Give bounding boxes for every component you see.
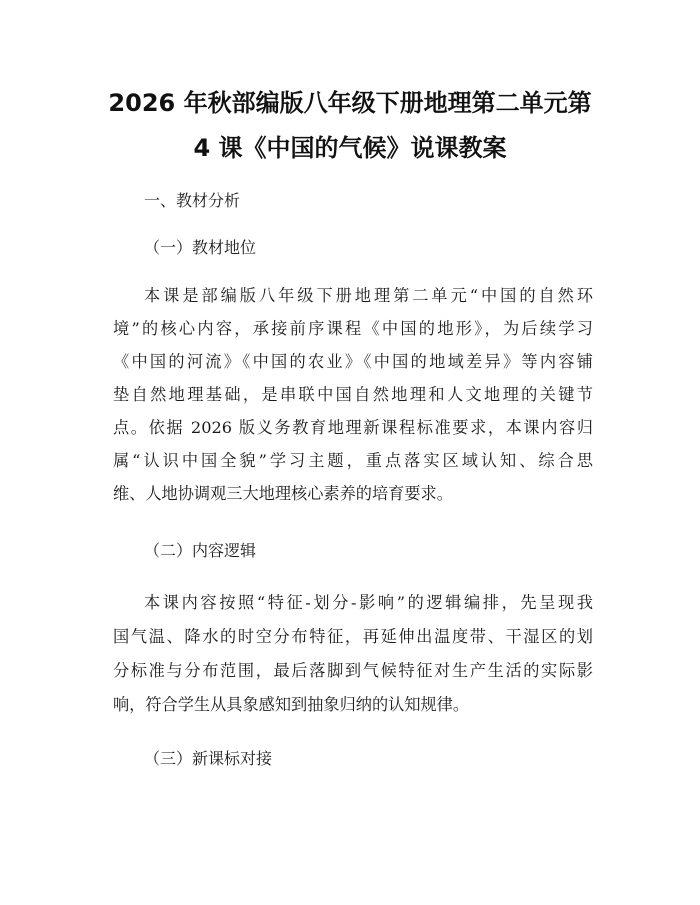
subsection-heading-textbook-status: （一）教材地位 [144, 238, 257, 257]
paragraph-line: 本课是部编版八年级下册地理第二单元“中国的自然环 [144, 286, 593, 305]
paragraph-line: 维、人地协调观三大地理核心素养的培育要求。 [113, 484, 453, 503]
document-title-line-1: 2026 年秋部编版八年级下册地理第二单元第 [108, 89, 592, 117]
subsection-heading-content-logic: （二）内容逻辑 [144, 541, 257, 560]
paragraph-line: 境”的核心内容，承接前序课程《中国的地形》，为后续学习 [113, 319, 593, 338]
paragraph-line: 国气温、降水的时空分布特征，再延伸出温度带、干湿区的划 [113, 627, 593, 646]
document-title-line-2: 4 课《中国的气候》说课教案 [193, 134, 507, 162]
paragraph-line: 《中国的河流》《中国的农业》《中国的地域差异》等内容铺 [113, 352, 593, 371]
paragraph-line: 属“认识中国全貌”学习主题，重点落实区域认知、综合思 [113, 451, 593, 470]
subsection-heading-new-curriculum: （三）新课标对接 [144, 749, 273, 768]
paragraph-line: 点。依据 2026 版义务教育地理新课程标准要求，本课内容归 [113, 418, 593, 437]
section-heading-textbook-analysis: 一、教材分析 [144, 191, 241, 210]
paragraph-line: 垫自然地理基础，是串联中国自然地理和人文地理的关键节 [113, 385, 593, 404]
paragraph-line: 分标准与分布范围，最后落脚到气候特征对生产生活的实际影 [113, 661, 593, 680]
paragraph-line: 本课内容按照“特征-划分-影响”的逻辑编排，先呈现我 [144, 593, 593, 612]
paragraph-line: 响，符合学生从具象感知到抽象归纳的认知规律。 [113, 695, 470, 714]
